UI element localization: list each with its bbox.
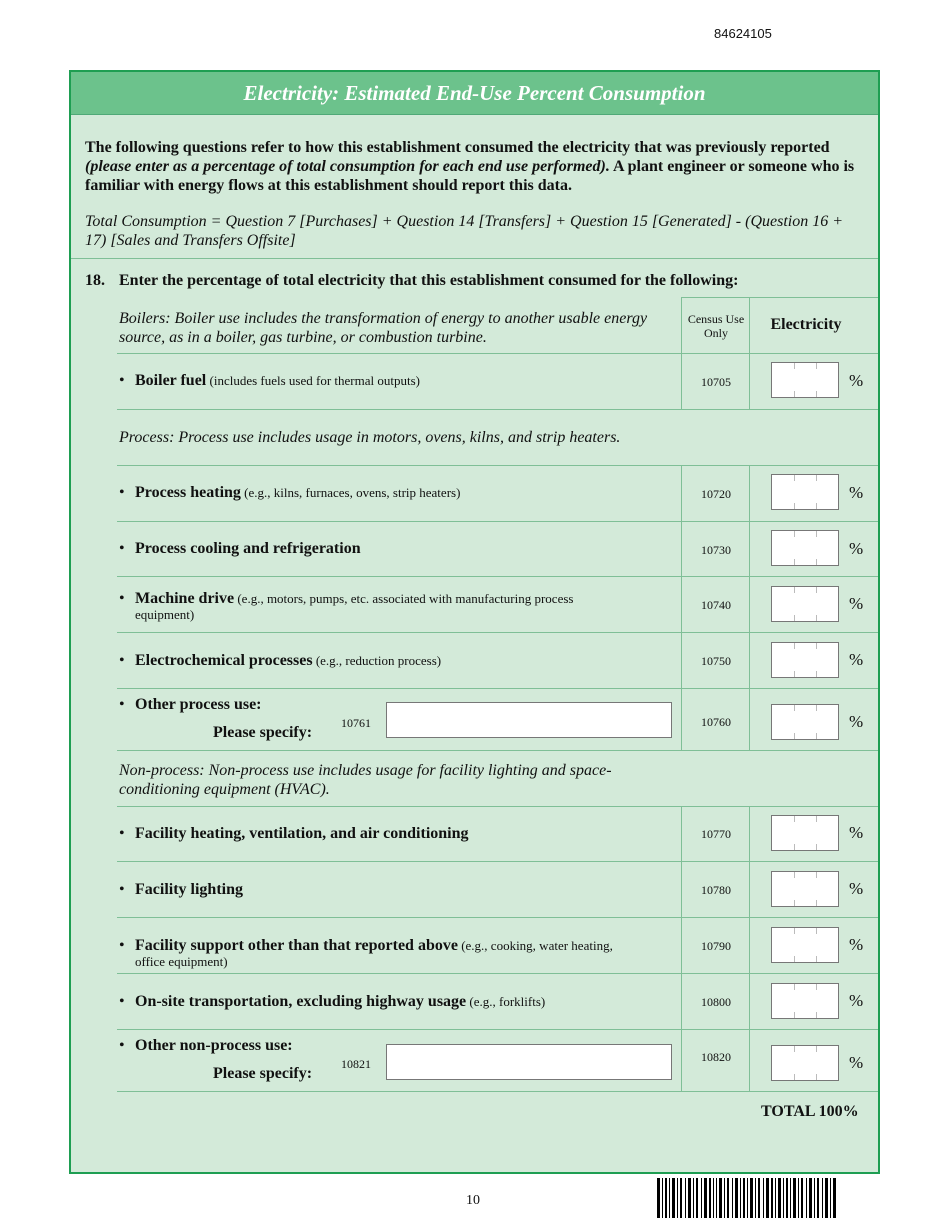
process-heating-input[interactable] — [771, 474, 839, 510]
electrochemical-input[interactable] — [771, 642, 839, 678]
item-other-process: • Other process use: — [119, 696, 262, 713]
percent-sign: % — [849, 371, 864, 390]
census-use-only-header: Census Use Only — [687, 312, 745, 340]
percent-sign: % — [849, 594, 864, 613]
onsite-transportation-input[interactable] — [771, 983, 839, 1019]
code-process-cooling: 10730 — [701, 543, 731, 557]
code-other-process: 10760 — [701, 715, 731, 729]
facility-support-input[interactable] — [771, 927, 839, 963]
code-machine-drive: 10740 — [701, 598, 731, 612]
code-other-nonprocess-specify: 10821 — [341, 1057, 371, 1071]
item-boiler-fuel: • Boiler fuel (includes fuels used for thermal outputs) — [119, 372, 420, 389]
percent-sign: % — [849, 650, 864, 669]
process-section-text: Process: Process use includes usage in motors, ovens, kilns, and strip heaters. — [119, 429, 621, 446]
nonprocess-section-text: Non-process: Non-process use includes usage for facility lighting and space-conditioning equipment (HVAC). — [119, 762, 612, 798]
code-other-process-specify: 10761 — [341, 716, 371, 730]
percent-sign: % — [849, 823, 864, 842]
item-facility-lighting: • Facility lighting — [119, 881, 243, 898]
percent-sign: % — [849, 539, 864, 558]
code-boiler-fuel: 10705 — [701, 375, 731, 389]
item-onsite-transportation: • On-site transportation, excluding highway usage (e.g., forklifts) — [119, 993, 546, 1010]
question-text: Enter the percentage of total electricity that this establishment consumed for the following: — [119, 272, 739, 289]
electricity-header: Electricity — [770, 316, 842, 333]
total-label: TOTAL 100% — [761, 1103, 859, 1120]
percent-sign: % — [849, 1053, 864, 1072]
percent-sign: % — [849, 935, 864, 954]
percent-sign: % — [849, 483, 864, 502]
page-number: 10 — [466, 1193, 480, 1208]
machine-drive-input[interactable] — [771, 586, 839, 622]
other-nonprocess-specify-label: Please specify: — [213, 1065, 313, 1082]
item-other-nonprocess: • Other non-process use: — [119, 1037, 293, 1054]
code-onsite-transportation: 10800 — [701, 995, 731, 1009]
item-process-cooling: • Process cooling and refrigeration — [119, 540, 361, 557]
percent-sign: % — [849, 712, 864, 731]
panel-title: Electricity: Estimated End-Use Percent Consumption — [71, 72, 878, 115]
percent-sign: % — [849, 991, 864, 1010]
other-nonprocess-input[interactable] — [771, 1045, 839, 1081]
item-facility-hvac: • Facility heating, ventilation, and air conditioning — [119, 825, 469, 842]
boilers-section-text: Boilers: Boiler use includes the transformation of energy to another usable energy source, as in a boiler, gas turbine, or combustion turbine. — [119, 310, 648, 346]
process-cooling-input[interactable] — [771, 530, 839, 566]
other-nonprocess-specify-input[interactable] — [386, 1044, 672, 1080]
other-process-specify-label: Please specify: — [213, 724, 313, 741]
item-facility-support: • Facility support other than that reported above (e.g., cooking, water heating, office equipment) — [119, 937, 613, 969]
question-number: 18. — [85, 272, 105, 289]
intro-text: The following questions refer to how this establishment consumed the electricity that was previously reported (please enter as a percentage of total consumption for each end use performed). A plant engineer or someone who is familiar with energy flows at this establishment should report this data. — [85, 139, 855, 194]
item-machine-drive: • Machine drive (e.g., motors, pumps, etc. associated with manufacturing process equipment) — [119, 590, 574, 622]
form-id: 84624105 — [714, 26, 772, 41]
boiler-fuel-input[interactable] — [771, 362, 839, 398]
code-other-nonprocess: 10820 — [701, 1050, 731, 1064]
item-electrochemical: • Electrochemical processes (e.g., reduction process) — [119, 652, 442, 669]
end-use-panel — [69, 70, 880, 1174]
other-process-specify-input[interactable] — [386, 702, 672, 738]
item-process-heating: • Process heating (e.g., kilns, furnaces, ovens, strip heaters) — [119, 484, 461, 501]
code-facility-support: 10790 — [701, 939, 731, 953]
code-electrochemical: 10750 — [701, 654, 731, 668]
code-facility-lighting: 10780 — [701, 883, 731, 897]
barcode — [657, 1178, 837, 1218]
code-facility-hvac: 10770 — [701, 827, 731, 841]
other-process-input[interactable] — [771, 704, 839, 740]
formula-text: Total Consumption = Question 7 [Purchases] + Question 14 [Transfers] + Question 15 [Generated] - (Question 16 + 17) [Sales and Transfers Offsite] — [85, 213, 844, 249]
percent-sign: % — [849, 879, 864, 898]
facility-hvac-input[interactable] — [771, 815, 839, 851]
facility-lighting-input[interactable] — [771, 871, 839, 907]
code-process-heating: 10720 — [701, 487, 731, 501]
